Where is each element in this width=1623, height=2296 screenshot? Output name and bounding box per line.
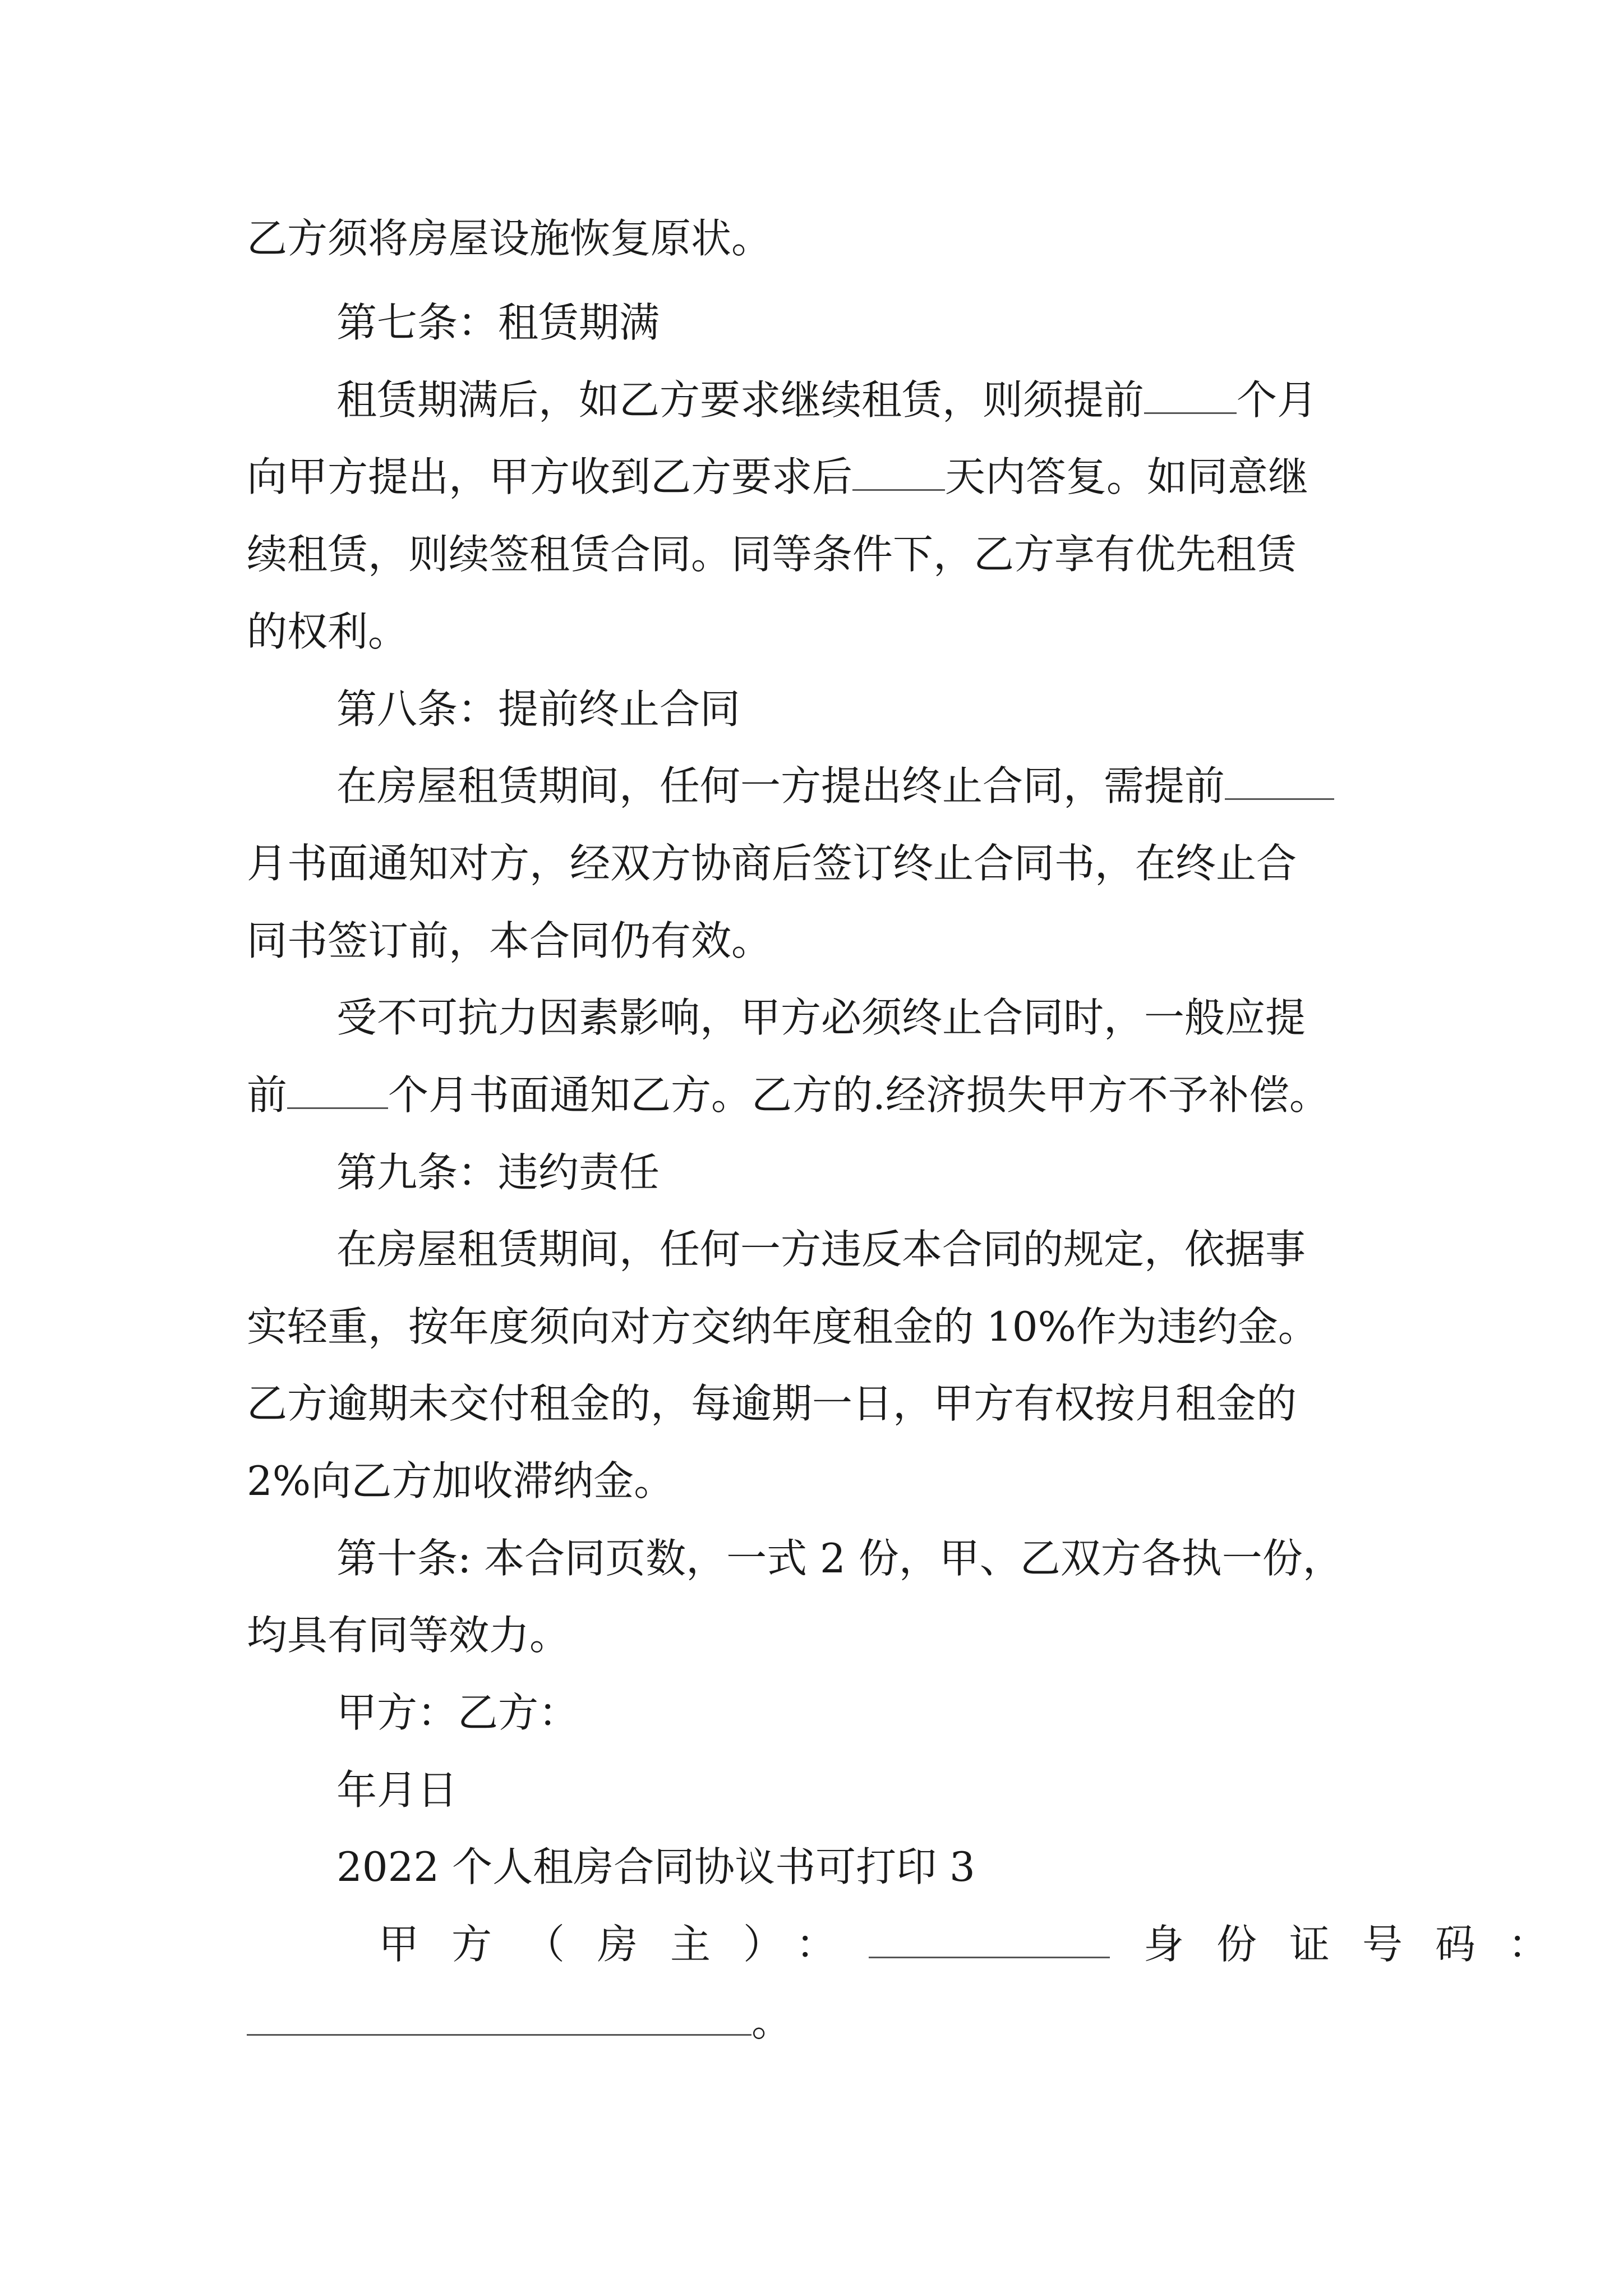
paragraph-line: 实轻重，按年度须向对方交纳年度租金的 10%作为违约金。	[247, 1303, 1318, 1350]
text-segment: 个月书面通知乙方。乙方的.经济损失甲方不予补偿。	[388, 1071, 1330, 1119]
text-segment: 前	[247, 1071, 288, 1119]
text-segment: 天内答复。如同意继	[945, 453, 1309, 500]
text-segment: 租赁期满后，如乙方要求继续租赁，则须提前	[336, 376, 1145, 424]
fill-in-blank	[869, 1923, 1110, 1958]
text-segment: 个月	[1237, 376, 1318, 424]
paragraph-line: 乙方须将房屋设施恢复原状。	[247, 215, 772, 262]
text-segment: 在房屋租赁期间，任何一方提出终止合同，需提前	[336, 762, 1225, 809]
clause-heading: 第七条：租赁期满	[336, 299, 660, 346]
text-segment: 甲方（房主）：	[379, 1921, 869, 1968]
document-section-title: 2022 个人租房合同协议书可打印 3	[336, 1843, 975, 1890]
signature-date: 年月日	[336, 1766, 458, 1814]
text-segment: 。	[751, 1998, 792, 2045]
paragraph-line	[336, 373, 1317, 427]
paragraph-line	[336, 759, 1334, 813]
paragraph-line: 第十条: 本合同页数，一式 2 份，甲、乙双方各执一份，	[336, 1535, 1343, 1582]
fill-in-blank	[1225, 765, 1334, 800]
paragraph-line: 均具有同等效力。	[247, 1612, 570, 1659]
paragraph-line: 同书签订前，本合同仍有效。	[247, 917, 772, 964]
clause-heading: 第九条：违约责任	[336, 1149, 660, 1196]
paragraph-line: 续租赁，则续签租赁合同。同等条件下，乙方享有优先租赁	[247, 531, 1297, 578]
paragraph-line	[247, 1068, 1330, 1122]
paragraph-line: 在房屋租赁期间，任何一方违反本合同的规定，依据事	[336, 1226, 1306, 1273]
fill-in-blank	[287, 1074, 388, 1109]
paragraph-line: 受不可抗力因素影响，甲方必须终止合同时，一般应提	[336, 994, 1306, 1041]
paragraph-line: 2%向乙方加收滞纳金。	[247, 1457, 675, 1504]
paragraph-line	[379, 1917, 1581, 1971]
fill-in-blank	[247, 2000, 751, 2036]
paragraph-line	[247, 450, 1308, 504]
signature-parties: 甲方：乙方：	[336, 1689, 579, 1736]
text-segment: 身份证号码：	[1144, 1921, 1581, 1968]
text-segment: 向甲方提出，甲方收到乙方要求后	[247, 453, 853, 500]
paragraph-line: 月书面通知对方，经双方协商后签订终止合同书，在终止合	[247, 840, 1297, 887]
paragraph-line	[247, 1995, 792, 2049]
paragraph-line: 乙方逾期未交付租金的，每逾期一日，甲方有权按月租金的	[247, 1380, 1297, 1427]
fill-in-blank	[1144, 379, 1237, 414]
clause-heading: 第八条：提前终止合同	[336, 685, 741, 733]
paragraph-line: 的权利。	[247, 608, 409, 655]
fill-in-blank	[852, 455, 945, 491]
